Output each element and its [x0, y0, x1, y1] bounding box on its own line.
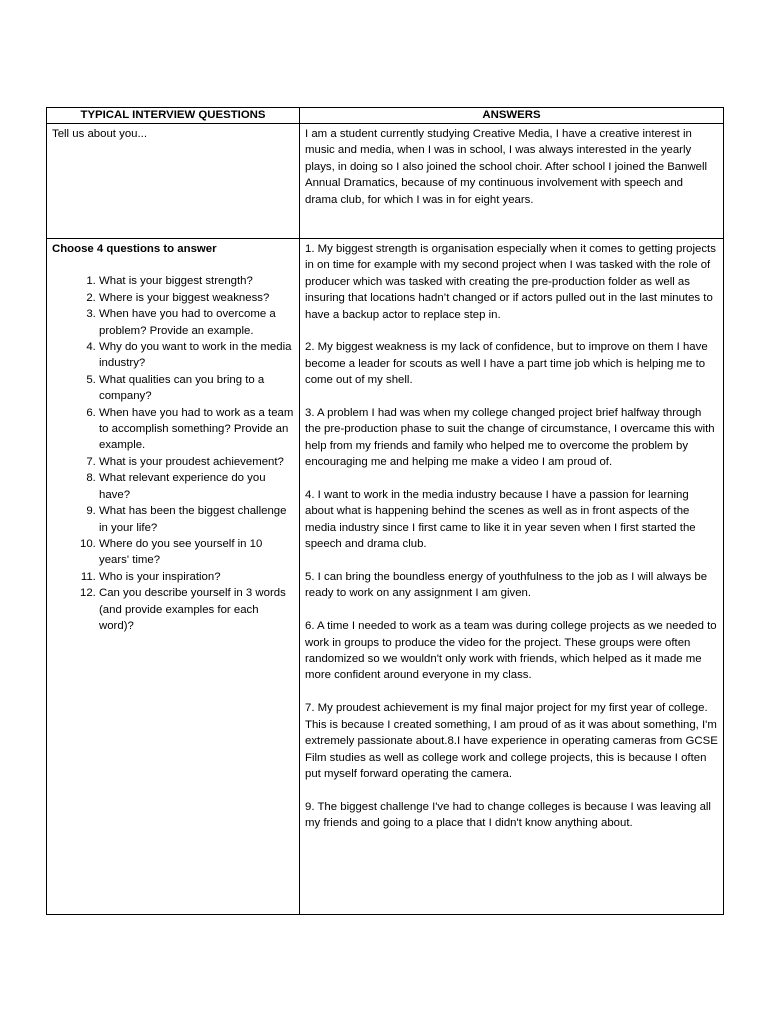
answer-cell — [300, 239, 724, 915]
list-item: 7. What is your proudest achievement? — [99, 454, 294, 470]
answers-column-header: ANSWERS — [300, 108, 724, 124]
list-item: 4. Why do you want to work in the media industry? — [99, 339, 294, 372]
list-item: 2. Where is your biggest weakness? — [99, 290, 294, 306]
answer-paragraph: 2. My biggest weakness is my lack of confidence, but to improve on them I have become a leader for scouts as well I have a part time job which is helping me to come out of my shell. — [305, 341, 708, 387]
answer-paragraph: 1. My biggest strength is organisation especially when it comes to getting projects in on time for example with my second project when I was tasked with the role of producer which was tasked with creating the pre-production folder as well as insuring that locations hadn’t changed or if actors pulled out in the last minutes to have a backup actor to replace step in. — [305, 243, 716, 321]
table-row — [47, 124, 724, 239]
list-item: 3. When have you had to overcome a problem? Provide an example. — [99, 306, 294, 339]
answer-paragraph: 6. A time I needed to work as a team was during college projects as we needed to work in groups to produce the video for the project. These groups were often randomized so we wouldn't only work with friends, which helped as it made me more confident around everyone in my class. — [305, 620, 717, 682]
list-item: 8. What relevant experience do you have? — [99, 470, 294, 503]
answer-paragraph: 5. I can bring the boundless energy of youthfulness to the job as I will always be ready to work on any assignment I am given. — [305, 571, 708, 600]
interview-questions-table — [46, 107, 724, 915]
questions-column-header: TYPICAL INTERVIEW QUESTIONS — [47, 108, 300, 124]
answer-paragraph: 4. I want to work in the media industry because I have a passion for learning about what is happening behind the scenes as well as in front aspects of the media industry since I first came to like it in year seven when I first started the speech and drama club. — [305, 489, 696, 551]
answer-paragraph: 7. My proudest achievement is my final major project for my first year of college. This is because I created something, I am proud of as it was about something, I'm extremely passionate about.8.I have experience in operating cameras from GCSE Film studies as well as college work and college projects, this is because I often put myself forward operating the camera. — [305, 702, 718, 780]
list-item: 1. What is your biggest strength? — [99, 273, 294, 289]
list-item: 6. When have you had to work as a team to accomplish something? Provide an example. — [99, 405, 294, 454]
answer-paragraph: 3. A problem I had was when my college changed project brief halfway through the pre-production phase to suit the change of circumstance, I overcame this with help from my friends and family who helped me to overcome the problem by encouraging me and helping me make a video I am proud of. — [305, 407, 715, 469]
table-row — [47, 239, 724, 915]
header-row — [47, 108, 724, 124]
answer-paragraph: 9. The biggest challenge I've had to change colleges is because I was leaving all my friends and going to a place that I didn't know anything about. — [305, 800, 711, 830]
list-item: 10. Where do you see yourself in 10 years' time? — [99, 536, 294, 569]
list-item: 5. What qualities can you bring to a company? — [99, 372, 294, 405]
question-cell — [47, 239, 300, 915]
list-item: 11. Who is your inspiration? — [99, 569, 294, 585]
question-cell: Tell us about you... — [47, 124, 300, 239]
answer-cell: I am a student currently studying Creative Media, I have a creative interest in music and media, when I was in school, I was always interested in the yearly plays, in doing so I also joined the school choir. After school I joined the Banwell Annual Dramatics, because of my continuous involvement with speech and drama club, for which I was in for eight years. — [300, 124, 724, 239]
list-item: 12. Can you describe yourself in 3 words (and provide examples for each word)? — [99, 585, 294, 634]
questions-instruction: Choose 4 questions to answer — [52, 243, 217, 255]
question-list — [52, 273, 294, 634]
list-item: 9. What has been the biggest challenge in your life? — [99, 503, 294, 536]
